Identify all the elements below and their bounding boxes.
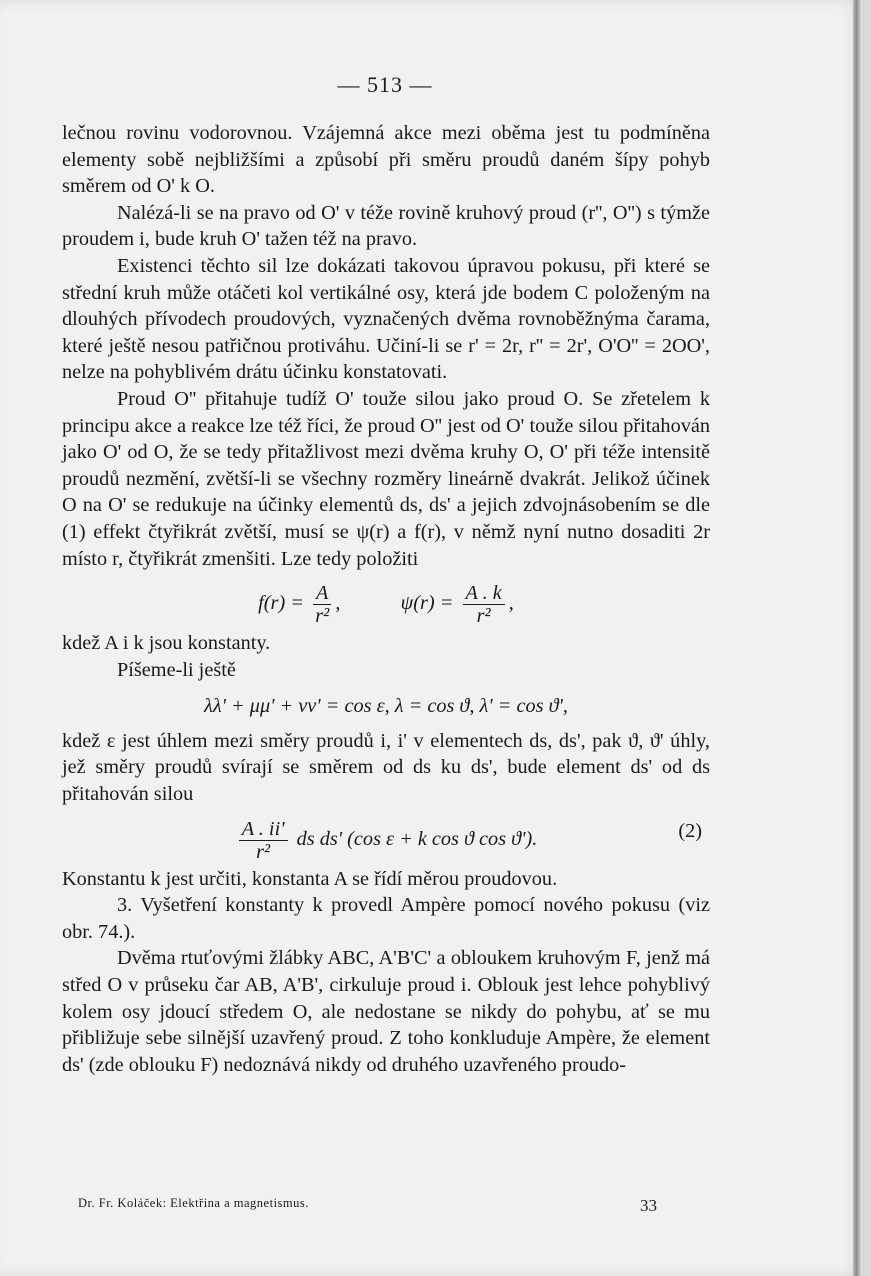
paragraph-6: Píšeme-li ještě bbox=[117, 658, 236, 681]
formula-force-numerator: A . ii' bbox=[239, 818, 288, 841]
formula-force-denominator: r² bbox=[256, 840, 271, 863]
formula-force-2 bbox=[62, 817, 710, 863]
paragraph-2: Nalézá-li se na pravo od O' v téže rovině kruhový proud (r'', O'') s týmže proudem i, bude kruh O' tažen též na pravo. bbox=[62, 201, 710, 251]
formula-f-psi bbox=[62, 582, 710, 628]
paragraph-7: kdež ε jest úhlem mezi směry proudů i, i' v elementech ds, ds', pak ϑ, ϑ' úhly, jež směry proudů svírají se směrem od ds ku ds', bude element ds' od ds přitahován silou bbox=[62, 729, 710, 806]
equation-number: (2) bbox=[678, 819, 702, 842]
formula-psi-lhs: ψ(r) = bbox=[400, 592, 454, 615]
formula-force-fraction bbox=[239, 818, 288, 863]
formula-f-lhs: f(r) = bbox=[258, 592, 304, 615]
formula-cos-epsilon: λλ' + μμ' + νν' = cos ε, λ = cos ϑ, λ' = cos ϑ', bbox=[204, 695, 568, 718]
paragraph-5: kdež A i k jsou konstanty. bbox=[62, 632, 271, 655]
footer-author-title: Dr. Fr. Koláček: Elektřina a magnetismus. bbox=[78, 1196, 309, 1210]
body-text bbox=[62, 120, 710, 1078]
formula-psi-denominator: r² bbox=[476, 605, 491, 628]
formula-f-fraction bbox=[313, 582, 331, 627]
formula-f-denominator: r² bbox=[315, 605, 330, 628]
paragraph-4: Proud O'' přitahuje tudíž O' touže silou jako proud O. Se zřetelem k principu akce a reakce lze též říci, že proud O'' jest od O' touže silou přitahován jako O' od O, že se tedy přitažlivost mezi dvěma kruhy O, O' při téže intensitě proudů nezmění, zvětší-li se všechny rozměry lineárně dvakrát. Jelikož účinek O na O' se redukuje na účinky elementů ds, ds' a jejich zdvojnásobením se dle (1) effekt čtyřikrát zvětší, musí se ψ(r) a f(r), v němž nyní nutno dosaditi 2r místo r, čtyřikrát zmenšiti. Lze tedy položiti bbox=[62, 387, 710, 570]
paragraph-8: Konstantu k jest určiti, konstanta A se řídí měrou proudovou. bbox=[62, 867, 558, 890]
page-binding-edge bbox=[853, 0, 862, 1276]
formula-f-separator: , bbox=[335, 592, 341, 615]
formula-psi-end: , bbox=[508, 592, 514, 615]
paragraph-3: Existenci těchto sil lze dokázati takovou úpravou pokusu, při které se střední kruh může otáčeti kol vertikálné osy, která jde bodem C položeným na dlouhých přívodech proudových, vyznačených dvěma rovnoběžnýma čarama, které ještě nesou patřičnou protiváhu. Učiní-li se r' = 2r, r'' = 2r', O'O'' = 2OO', nelze na pohyblivém drátu účinku konstatovati. bbox=[62, 254, 710, 384]
formula-f-numerator: A bbox=[313, 582, 331, 605]
formula-psi-fraction bbox=[463, 582, 505, 627]
formula-force-rest: ds ds' (cos ε + k cos ϑ cos ϑ'). bbox=[296, 827, 538, 850]
page-number: — 513 — bbox=[337, 72, 433, 97]
footer-signature-number: 33 bbox=[640, 1196, 657, 1215]
paragraph-9: 3. Vyšetření konstanty k provedl Ampère pomocí nového pokusu (viz obr. 74.). bbox=[62, 894, 710, 943]
paragraph-1: lečnou rovinu vodorovnou. Vzájemná akce mezi oběma jest tu podmíněna elementy sobě nejbližšími a způsobí při směru proudů daném šípy pohyb směrem od O' k O. bbox=[62, 122, 710, 198]
paragraph-10: Dvěma rtuťovými žlábky ABC, A'B'C' a obloukem kruhovým F, jenž má střed O v průseku čar AB, A'B', cirkuluje proud i. Oblouk jest lehce pohyblivý kolem osy jdoucí středem O, ale nedostane se nikdy do pohybu, ať se mu přibližuje sebe silnější uzavřený proud. Z toho konkluduje Ampère, že element ds' (zde oblouku F) nedoznává nikdy od druhého uzavřeného proudo- bbox=[62, 947, 710, 1076]
formula-psi-numerator: A . k bbox=[463, 582, 505, 605]
